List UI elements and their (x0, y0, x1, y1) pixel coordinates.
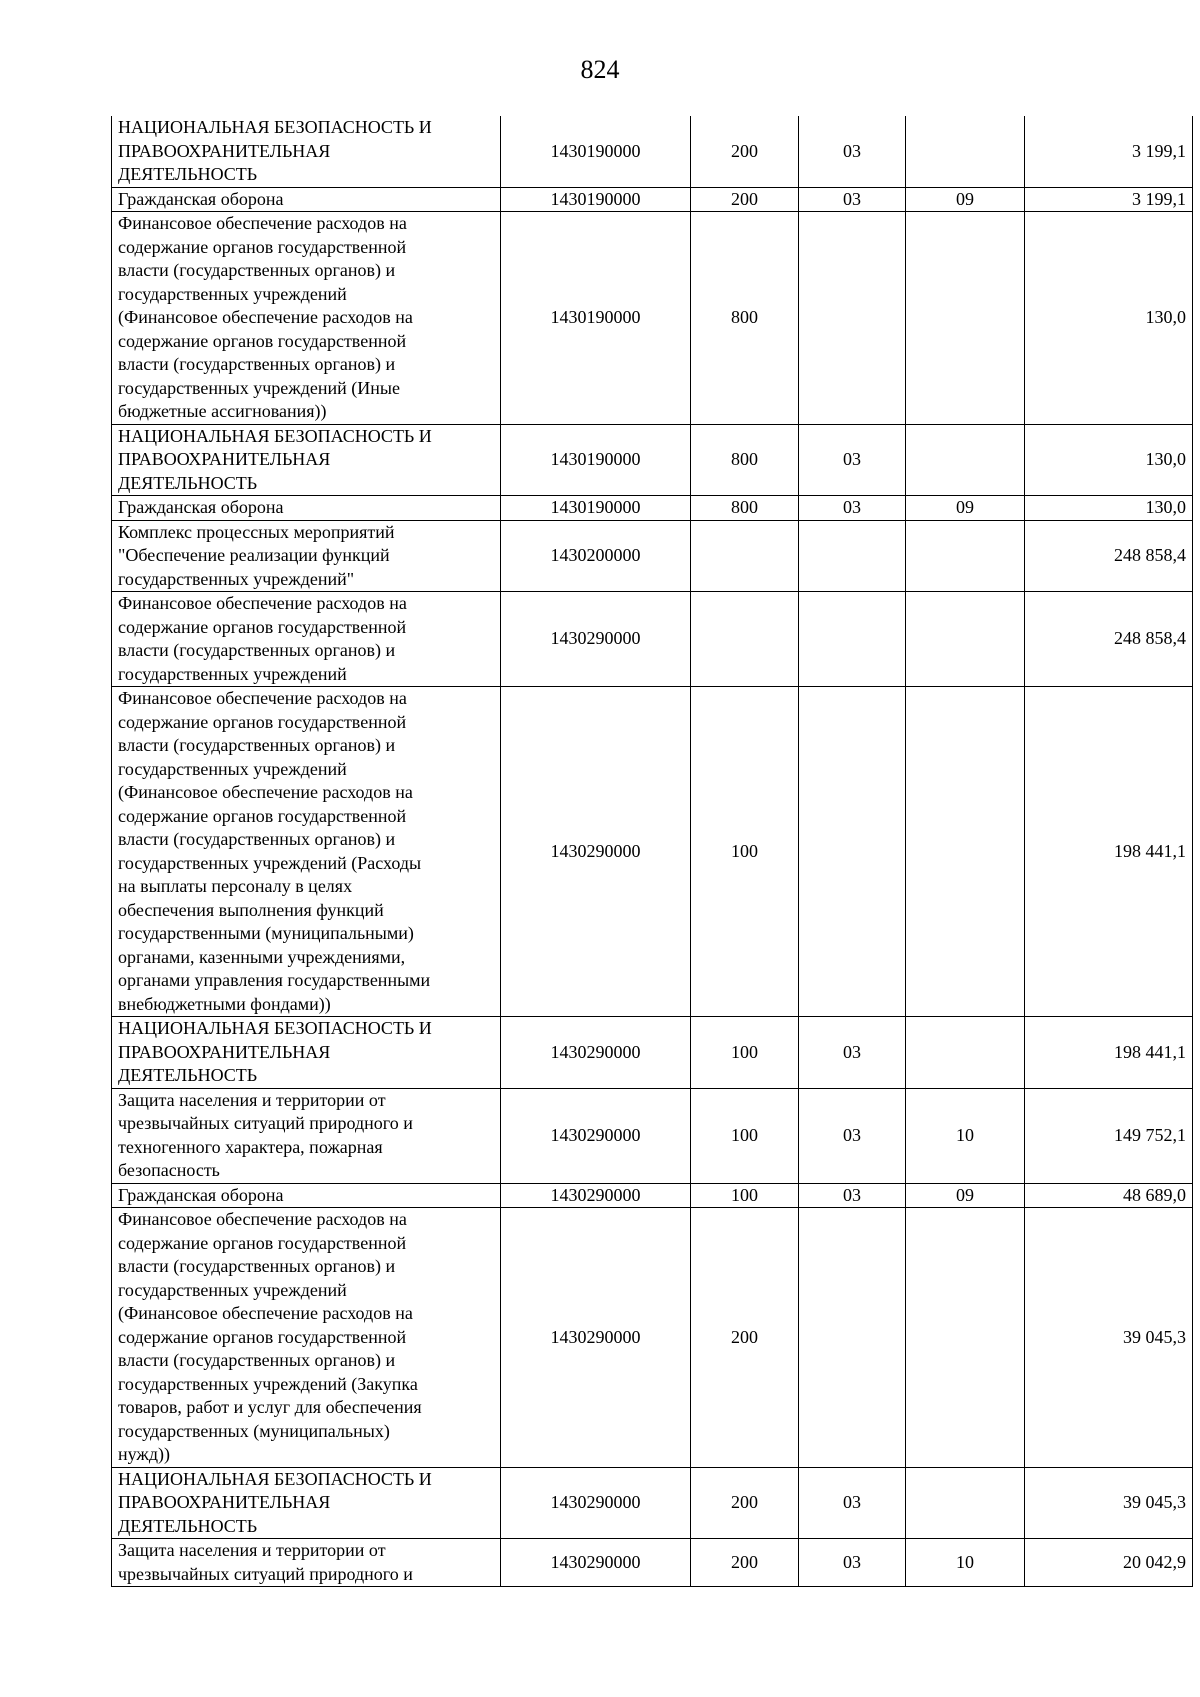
target-article-code-cell (501, 520, 691, 592)
table-row (112, 520, 1193, 592)
row-name-text: Защита населения и территории от чрезвычайных ситуаций природного и техногенного характера, пожарная безопасность (118, 1089, 413, 1180)
expense-type-code-text: 200 (731, 1551, 758, 1572)
row-name-text: Гражданская оборона (118, 497, 284, 517)
target-article-code-text: 1430290000 (550, 1326, 641, 1347)
row-name-text: Комплекс процессных мероприятий "Обеспечение реализации функций государственных учреждений" (118, 521, 395, 589)
row-name-cell (112, 520, 501, 592)
row-name-cell (112, 1017, 501, 1089)
amount-cell (1025, 687, 1193, 1017)
section-code-text: 03 (843, 1124, 861, 1145)
expense-type-code-cell (691, 212, 799, 425)
target-article-code-cell (501, 187, 691, 212)
expense-type-code-cell (691, 1208, 799, 1468)
target-article-code-text: 1430290000 (550, 628, 641, 649)
table-row (112, 1017, 1193, 1089)
row-name-cell (112, 496, 501, 521)
expense-type-code-text: 800 (731, 497, 758, 517)
table-row (112, 424, 1193, 496)
row-name-text: Финансовое обеспечение расходов на содержание органов государственной власти (государственных органов) и государственных учреждений (118, 593, 407, 684)
budget-table (111, 116, 1193, 1587)
expense-type-code-cell (691, 520, 799, 592)
table-row (112, 1183, 1193, 1208)
section-code-text: 03 (843, 1041, 861, 1062)
row-name-text: НАЦИОНАЛЬНАЯ БЕЗОПАСНОСТЬ И ПРАВООХРАНИТЕЛЬНАЯ ДЕЯТЕЛЬНОСТЬ (118, 1468, 432, 1536)
amount-text: 3 199,1 (1132, 140, 1186, 161)
section-code-text: 03 (843, 1551, 861, 1572)
expense-type-code-cell (691, 116, 799, 187)
expense-type-code-cell (691, 1539, 799, 1587)
amount-cell (1025, 212, 1193, 425)
amount-text: 3 199,1 (1132, 188, 1186, 209)
row-name-cell (112, 1539, 501, 1587)
amount-text: 130,0 (1145, 449, 1186, 469)
amount-text: 149 752,1 (1114, 1124, 1186, 1145)
amount-cell (1025, 1208, 1193, 1468)
expense-type-code-cell (691, 1088, 799, 1183)
row-name-text: НАЦИОНАЛЬНАЯ БЕЗОПАСНОСТЬ И ПРАВООХРАНИТЕЛЬНАЯ ДЕЯТЕЛЬНОСТЬ (118, 425, 432, 493)
table-row (112, 1539, 1193, 1587)
expense-type-code-text: 800 (731, 307, 758, 327)
subsection-code-text: 10 (956, 1551, 974, 1572)
target-article-code-text: 1430290000 (550, 1124, 641, 1145)
expense-type-code-cell (691, 1183, 799, 1208)
section-code-text: 03 (843, 1492, 861, 1512)
row-name-cell (112, 187, 501, 212)
section-code-text: 03 (843, 1184, 861, 1205)
table-row (112, 687, 1193, 1017)
amount-cell (1025, 116, 1193, 187)
section-code-cell (799, 1208, 906, 1468)
amount-text: 39 045,3 (1123, 1326, 1186, 1347)
amount-text: 248 858,4 (1114, 628, 1186, 649)
row-name-text: НАЦИОНАЛЬНАЯ БЕЗОПАСНОСТЬ И ПРАВООХРАНИТЕЛЬНАЯ ДЕЯТЕЛЬНОСТЬ (118, 117, 432, 184)
section-code-text: 03 (843, 140, 861, 161)
row-name-cell (112, 1183, 501, 1208)
subsection-code-text: 09 (956, 188, 974, 209)
target-article-code-cell (501, 592, 691, 687)
amount-text: 248 858,4 (1114, 545, 1186, 565)
section-code-cell (799, 496, 906, 521)
amount-cell (1025, 1088, 1193, 1183)
amount-cell (1025, 1183, 1193, 1208)
subsection-code-text: 09 (956, 497, 974, 517)
table-row (112, 496, 1193, 521)
expense-type-code-text: 800 (731, 449, 758, 469)
section-code-cell (799, 212, 906, 425)
row-name-text: Финансовое обеспечение расходов на содержание органов государственной власти (государственных органов) и государственных учреждений (Финансовое обеспечение расходов на содержание органов государственной власти (государственных органов) и государственных учреждений (Закупка товаров, работ и услуг для обеспечения государственных (муниципальных) нужд)) (118, 1209, 422, 1464)
expense-type-code-text: 200 (731, 188, 758, 209)
target-article-code-text: 1430290000 (550, 1184, 641, 1205)
expense-type-code-cell (691, 1017, 799, 1089)
target-article-code-cell (501, 1183, 691, 1208)
amount-cell (1025, 592, 1193, 687)
table-row (112, 187, 1193, 212)
target-article-code-text: 1430290000 (550, 1041, 641, 1062)
target-article-code-text: 1430200000 (550, 545, 641, 565)
target-article-code-text: 1430290000 (550, 1551, 641, 1572)
table-row (112, 1467, 1193, 1539)
expense-type-code-text: 100 (731, 1041, 758, 1062)
subsection-code-cell (906, 1208, 1025, 1468)
section-code-cell (799, 1539, 906, 1587)
expense-type-code-cell (691, 496, 799, 521)
target-article-code-text: 1430190000 (550, 140, 641, 161)
expense-type-code-cell (691, 687, 799, 1017)
subsection-code-cell (906, 687, 1025, 1017)
section-code-cell (799, 1183, 906, 1208)
expense-type-code-text: 200 (731, 1492, 758, 1512)
subsection-code-cell (906, 116, 1025, 187)
subsection-code-cell (906, 1183, 1025, 1208)
amount-text: 39 045,3 (1123, 1492, 1186, 1512)
target-article-code-cell (501, 1088, 691, 1183)
amount-text: 198 441,1 (1114, 1041, 1186, 1062)
amount-text: 20 042,9 (1123, 1551, 1186, 1572)
row-name-cell (112, 424, 501, 496)
expense-type-code-text: 100 (731, 840, 758, 861)
expense-type-code-cell (691, 187, 799, 212)
section-code-cell (799, 592, 906, 687)
expense-type-code-cell (691, 1467, 799, 1539)
section-code-cell (799, 520, 906, 592)
expense-type-code-text: 100 (731, 1124, 758, 1145)
row-name-cell (112, 1467, 501, 1539)
row-name-cell (112, 687, 501, 1017)
table-row (112, 1088, 1193, 1183)
subsection-code-cell (906, 424, 1025, 496)
amount-cell (1025, 496, 1193, 521)
target-article-code-cell (501, 212, 691, 425)
table-row (112, 1208, 1193, 1468)
row-name-text: Гражданская оборона (118, 188, 284, 209)
section-code-text: 03 (843, 188, 861, 209)
section-code-cell (799, 1088, 906, 1183)
target-article-code-text: 1430190000 (550, 307, 641, 327)
target-article-code-cell (501, 1208, 691, 1468)
row-name-cell (112, 116, 501, 187)
row-name-cell (112, 212, 501, 425)
target-article-code-text: 1430290000 (550, 840, 641, 861)
subsection-code-cell (906, 187, 1025, 212)
section-code-cell (799, 687, 906, 1017)
expense-type-code-cell (691, 424, 799, 496)
subsection-code-cell (906, 496, 1025, 521)
subsection-code-text: 09 (956, 1184, 974, 1205)
amount-cell (1025, 1467, 1193, 1539)
subsection-code-cell (906, 1017, 1025, 1089)
row-name-cell (112, 592, 501, 687)
subsection-code-cell (906, 520, 1025, 592)
target-article-code-text: 1430190000 (550, 188, 641, 209)
section-code-text: 03 (843, 449, 861, 469)
table-row (112, 116, 1193, 187)
row-name-text: НАЦИОНАЛЬНАЯ БЕЗОПАСНОСТЬ И ПРАВООХРАНИТЕЛЬНАЯ ДЕЯТЕЛЬНОСТЬ (118, 1018, 432, 1085)
subsection-code-cell (906, 1539, 1025, 1587)
expense-type-code-text: 200 (731, 1326, 758, 1347)
row-name-text: Финансовое обеспечение расходов на содержание органов государственной власти (государственных органов) и государственных учреждений (Финансовое обеспечение расходов на содержание органов государственной власти (государственных органов) и государственных учреждений (Иные бюджетные ассигнования)) (118, 213, 413, 421)
target-article-code-text: 1430190000 (550, 449, 641, 469)
section-code-cell (799, 1017, 906, 1089)
subsection-code-cell (906, 1467, 1025, 1539)
subsection-code-cell (906, 212, 1025, 425)
row-name-text: Финансовое обеспечение расходов на содержание органов государственной власти (государственных органов) и государственных учреждений (Финансовое обеспечение расходов на содержание органов государственной власти (государственных органов) и государственных учреждений (Расходы на выплаты персоналу в целях обеспечения выполнения функций государственными (муниципальными) органами, казенными учреждениями, органами управления государственными внебюджетными фондами)) (118, 688, 431, 1014)
expense-type-code-text: 100 (731, 1184, 758, 1205)
section-code-cell (799, 1467, 906, 1539)
section-code-cell (799, 187, 906, 212)
target-article-code-cell (501, 687, 691, 1017)
amount-text: 130,0 (1145, 497, 1186, 517)
target-article-code-cell (501, 1017, 691, 1089)
row-name-cell (112, 1088, 501, 1183)
target-article-code-cell (501, 1539, 691, 1587)
amount-cell (1025, 1017, 1193, 1089)
table-row (112, 212, 1193, 425)
amount-cell (1025, 424, 1193, 496)
subsection-code-text: 10 (956, 1124, 974, 1145)
amount-cell (1025, 520, 1193, 592)
target-article-code-cell (501, 1467, 691, 1539)
expense-type-code-cell (691, 592, 799, 687)
target-article-code-text: 1430190000 (550, 497, 641, 517)
target-article-code-cell (501, 116, 691, 187)
subsection-code-cell (906, 1088, 1025, 1183)
amount-text: 48 689,0 (1123, 1184, 1186, 1205)
expense-type-code-text: 200 (731, 140, 758, 161)
row-name-cell (112, 1208, 501, 1468)
section-code-cell (799, 116, 906, 187)
target-article-code-cell (501, 496, 691, 521)
table-body (112, 116, 1193, 1587)
section-code-text: 03 (843, 497, 861, 517)
table-row (112, 592, 1193, 687)
amount-text: 130,0 (1145, 307, 1186, 327)
amount-cell (1025, 187, 1193, 212)
target-article-code-cell (501, 424, 691, 496)
amount-cell (1025, 1539, 1193, 1587)
section-code-cell (799, 424, 906, 496)
row-name-text: Защита населения и территории от чрезвычайных ситуаций природного и (118, 1540, 413, 1584)
page-number: 824 (580, 55, 620, 84)
amount-text: 198 441,1 (1114, 840, 1186, 861)
row-name-text: Гражданская оборона (118, 1184, 284, 1205)
target-article-code-text: 1430290000 (550, 1492, 641, 1512)
subsection-code-cell (906, 592, 1025, 687)
